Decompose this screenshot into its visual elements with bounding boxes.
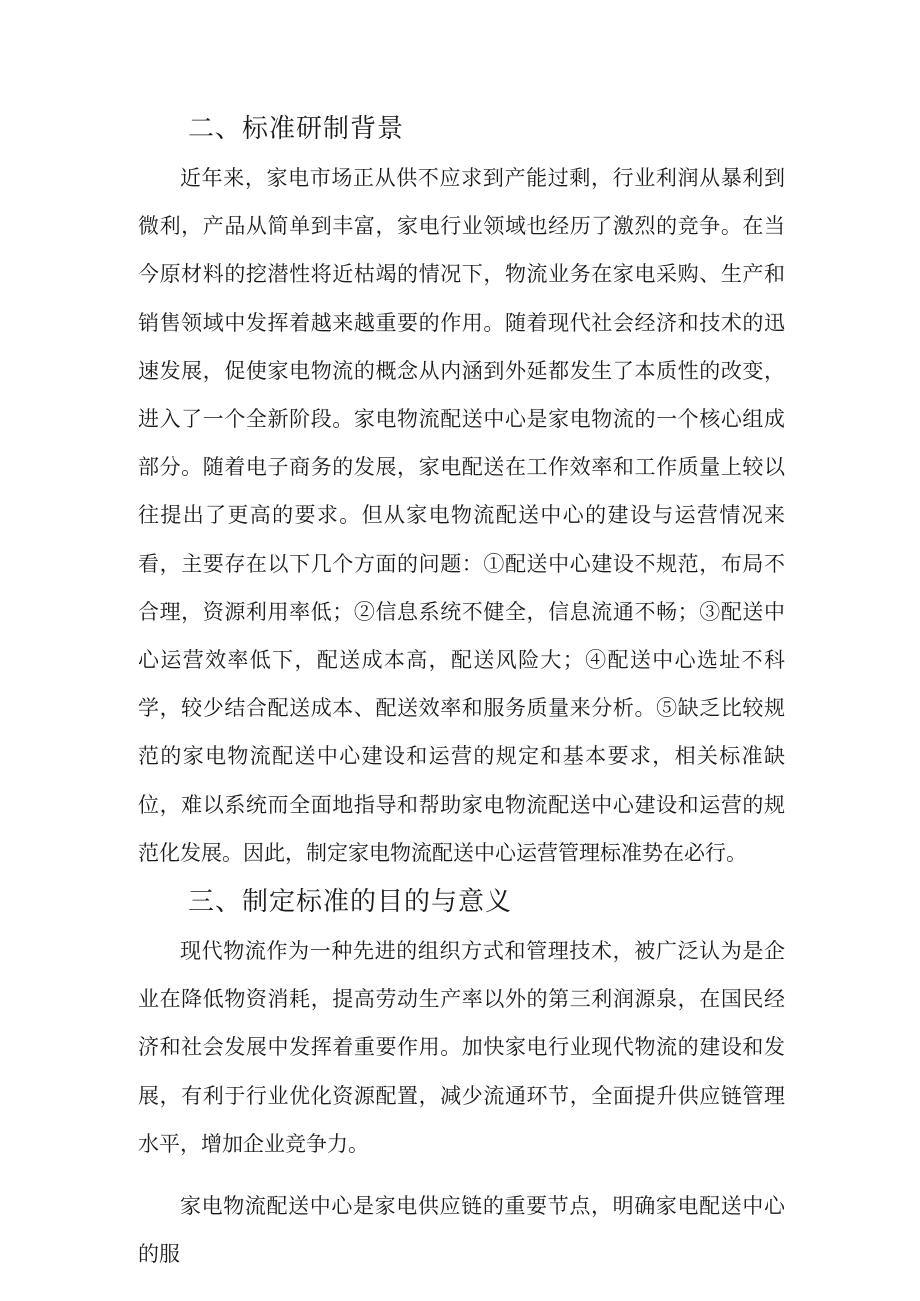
paragraph-purpose-1: 现代物流作为一种先进的组织方式和管理技术，被广泛认为是企业在降低物资消耗，提高劳动生产率以外的第三利润源泉，在国民经济和社会发展中发挥着重要作用。加快家电行业现代物流的建设和发展，有利于行业优化资源配置，减少流通环节，全面提升供应链管理水平，增加企业竞争力。 xyxy=(138,939,785,1156)
section-heading-background: 二、标准研制背景 xyxy=(188,114,405,144)
section-heading-purpose: 三、制定标准的目的与意义 xyxy=(188,887,513,918)
paragraph-background: 近年来，家电市场正从供不应求到产能过剩，行业利润从暴利到微利，产品从简单到丰富，家电行业领域也经历了激烈的竞争。在当今原材料的挖潜性将近枯竭的情况下，物流业务在家电采购、生产和销售领域中发挥着越来越重要的作用。随着现代社会经济和技术的迅速发展，促使家电物流的概念从内涵到外延都发生了本质性的改变，进入了一个全新阶段。家电物流配送中心是家电物流的一个核心组成部分。随着电子商务的发展，家电配送在工作效率和工作质量上较以往提出了更高的要求。但从家电物流配送中心的建设与运营情况来看，主要存在以下几个方面的问题：①配送中心建设不规范，布局不合理，资源利用率低；②信息系统不健全，信息流通不畅；③配送中心运营效率低下，配送成本高，配送风险大；④配送中心选址不科学，较少结合配送成本、配送效率和服务质量来分析。⑤缺乏比较规范的家电物流配送中心建设和运营的规定和基本要求，相关标准缺位，难以系统而全面地指导和帮助家电物流配送中心建设和运营的规范化发展。因此，制定家电物流配送中心运营管理标准势在必行。 xyxy=(138,166,785,865)
paragraph-purpose-2: 家电物流配送中心是家电供应链的重要节点，明确家电配送中心的服 xyxy=(138,1194,785,1267)
document-page xyxy=(138,104,785,1278)
paragraph-spacer xyxy=(138,1168,785,1182)
